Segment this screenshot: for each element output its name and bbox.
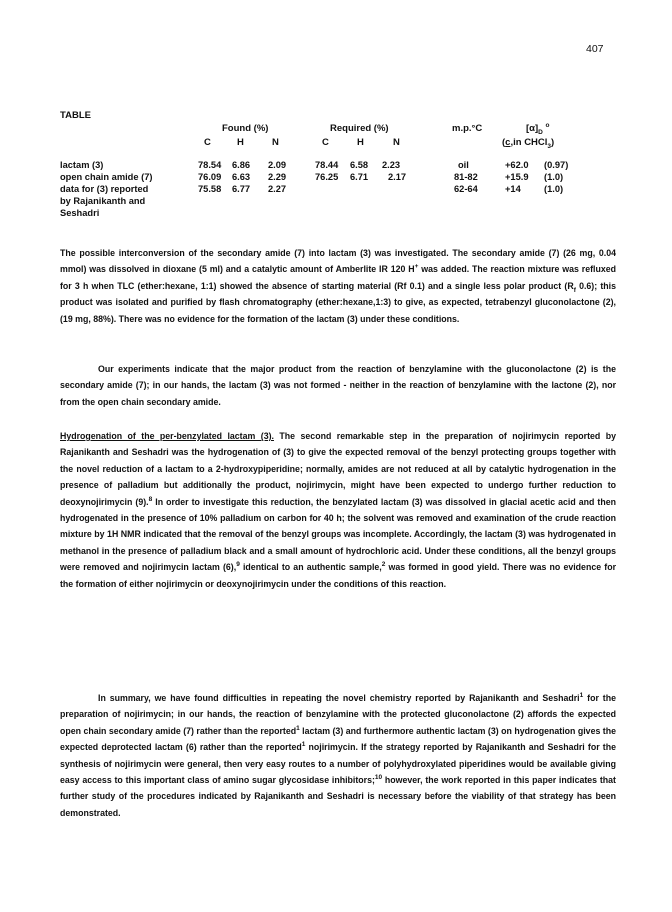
table-cell: 62-64: [454, 184, 478, 194]
table-cell: (0.97): [544, 160, 569, 170]
table-cell: 6.86: [232, 160, 251, 170]
table-label: TABLE: [60, 110, 91, 121]
table-cell: 2.23: [382, 160, 401, 170]
table-cell: +14: [505, 184, 521, 194]
table-cell: 6.63: [232, 172, 251, 182]
section-heading: Hydrogenation of the per-benzylated lactam (3).: [60, 431, 274, 441]
table-row-label: open chain amide (7): [60, 172, 153, 182]
table-cell: 6.77: [232, 184, 251, 194]
table-cell: +15.9: [505, 172, 529, 182]
table-cell: 81-82: [454, 172, 478, 182]
required-h-header: H: [357, 137, 364, 148]
paragraph-experiments: Our experiments indicate that the major product from the reaction of benzylamine with the gluconolactone (2) is the secondary amide (7); in our hands, the lactam (3) was not formed - neither in the reaction of benzylamine with the lactone (2), nor from the open chain secondary amide.: [60, 364, 616, 407]
found-c-header: C: [204, 137, 211, 148]
table-cell: 2.09: [268, 160, 287, 170]
table-cell: 78.44: [315, 160, 339, 170]
found-header: Found (%): [222, 123, 269, 134]
table-cell: 75.58: [198, 184, 222, 194]
table-row-label: data for (3) reported: [60, 184, 149, 194]
required-header: Required (%): [330, 123, 389, 134]
paragraph-interconversion: The possible interconversion of the secondary amide (7) into lactam (3) was investigated. The secondary amide (7) (26 mg, 0.04 mmol) was dissolved in dioxane (5 ml) and a catalytic amount of Amberlite IR 120 H+ was added. The reaction mixture was refluxed for 3 h when TLC (ether:hexane, 1:1) showed the absence of starting material (Rf 0.1) and a single less polar product ($R_f$ 0.6); this product was isolated and purified by flash chromatography (ether:hexane,1:3) to give, as expected, tetrabenzyl gluconolactone (2), (19 mg, 88%). There was no evidence for the formation of the lactam (3) under these conditions.: [60, 248, 617, 324]
table-cell: 2.27: [268, 184, 287, 194]
rotation-header: $[\alpha]_D$ $^o$: [526, 121, 550, 136]
found-h-header: H: [237, 137, 244, 148]
table-cell: +62.0: [505, 160, 529, 170]
table-cell: oil: [458, 160, 469, 170]
found-n-header: N: [272, 137, 279, 148]
table-cell: 76.09: [198, 172, 222, 182]
required-n-header: N: [393, 137, 400, 148]
table-row-label: lactam (3): [60, 160, 104, 170]
table-cell: 6.71: [350, 172, 369, 182]
page-number: 407: [586, 43, 604, 55]
paragraph-hydrogenation: Hydrogenation of the per-benzylated lactam (3). The second remarkable step in the preparation of nojirimycin reported by Rajanikanth and Seshadri was the hydrogenation of (3) to give the expected removal of the benzyl protecting groups together with the novel reduction of a lactam to a 2-hydroxypiperidine; normally, amides are not reduced at all by catalytic hydrogenation in the presence of palladium but additionally the product, nojirimycin, might have been expected to undergo further reduction to deoxynojirimycin (9).$^8$ In order to investigate this reduction, the benzylated lactam (3) was dissolved in glacial acetic acid and then hydrogenated in the presence of 10% palladium on carbon for 40 h; the solvent was removed and examination of the crude reaction mixture by 1H NMR indicated that the removal of the benzyl groups was incomplete. Accordingly, the lactam (3) was hydrogenated in methanol in the presence of palladium black and a small amount of hydrochloric acid. Under these conditions, all the benzyl groups were removed and nojirimycin lactam (6),$^9$ identical to an authentic sample,$^2$ was formed in good yield. There was no evidence for the formation of either nojirimycin or deoxynojirimycin under the conditions of this reaction.: [60, 431, 617, 589]
required-c-header: C: [322, 137, 329, 148]
table-cell: 76.25: [315, 172, 339, 182]
paragraph-summary: In summary, we have found difficulties in repeating the novel chemistry reported by Rajanikanth and Seshadri$^1$ for the preparation of nojirimycin; in our hands, the reaction of benzylamine with the protected gluconolactone (2) affords the expected open chain secondary amide (7) rather than the reported$^1$ lactam (3) and furthermore authentic lactam (3) on hydrogenation gives the expected deprotected lactam (6) rather than the reported$^1$ nojirimycin. If the strategy reported by Rajanikanth and Seshadri for the synthesis of nojirimycin were general, then very easy routes to a number of polyhydroxylated piperidines would be available giving easy access to this important class of amino sugar glycosidase inhibitors;$^{10}$ however, the work reported in this paper indicates that further study of the procedures indicated by Rajanikanth and Seshadri is necessary before the viability of that strategy has been demonstrated.: [60, 692, 616, 818]
mp-header: m.p.°C: [452, 123, 483, 134]
table-cell: 78.54: [198, 160, 222, 170]
rotation-subheader: (c,in CHCl$_3$): [502, 137, 555, 150]
table-cell: 6.58: [350, 160, 369, 170]
table-cell: 2.17: [388, 172, 407, 182]
table-cell: (1.0): [544, 184, 564, 194]
table-cell: 2.29: [268, 172, 287, 182]
table-row-label: by Rajanikanth and: [60, 196, 146, 206]
table-cell: (1.0): [544, 172, 564, 182]
table-row-label: Seshadri: [60, 208, 100, 218]
